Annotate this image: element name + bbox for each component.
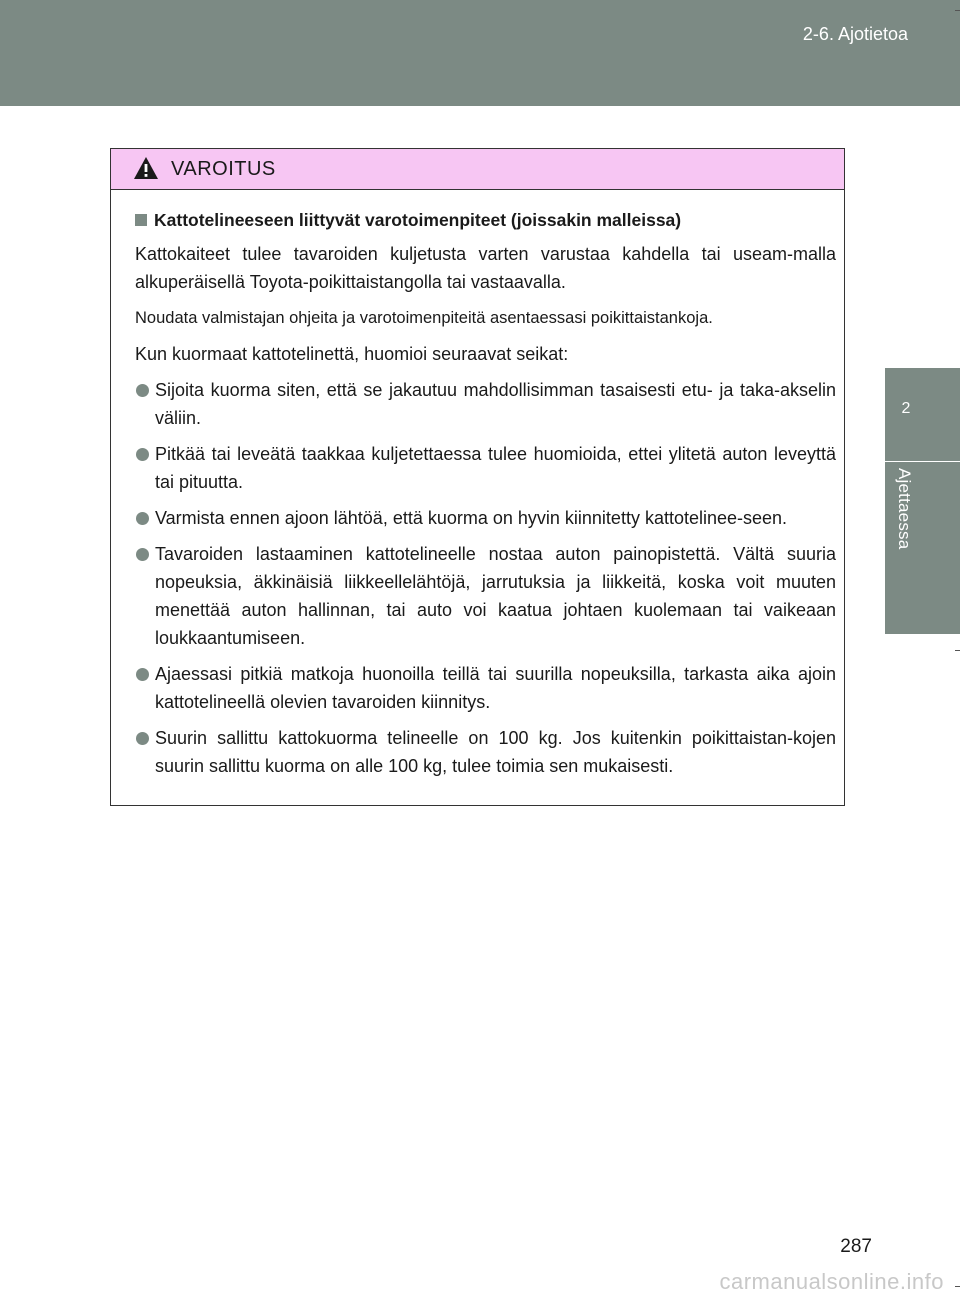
round-bullet-icon — [136, 384, 149, 397]
list-item — [135, 440, 836, 496]
trim-mark — [955, 1286, 960, 1287]
round-bullet-icon — [136, 512, 149, 525]
warning-header — [111, 149, 844, 190]
list-item-text: Varmista ennen ajoon lähtöä, että kuorma on hyvin kiinnitetty kattotelinee-seen. — [155, 508, 788, 528]
warning-triangle-icon — [133, 156, 159, 180]
list-item — [135, 724, 836, 780]
trim-mark — [955, 650, 960, 651]
list-item — [135, 540, 836, 652]
precaution-list — [135, 376, 836, 780]
chapter-number: 2 — [901, 400, 911, 417]
warning-box — [110, 148, 845, 806]
list-item-text: Sijoita kuorma siten, että se jakautuu mahdollisimman tasaisesti etu- ja taka-akselin väliin. — [155, 380, 836, 428]
page-number: 287 — [840, 1236, 872, 1257]
list-item — [135, 376, 836, 432]
round-bullet-icon — [136, 548, 149, 561]
round-bullet-icon — [136, 448, 149, 461]
trim-mark — [955, 10, 960, 11]
watermark[interactable]: carmanualsonline.info — [719, 1269, 944, 1294]
round-bullet-icon — [136, 732, 149, 745]
section-title: 2-6. Ajotietoa — [802, 24, 908, 44]
square-bullet-icon — [135, 214, 147, 226]
warning-body — [111, 190, 844, 780]
warning-heading — [135, 206, 836, 234]
chapter-name: Ajettaessa — [895, 468, 914, 550]
list-item — [135, 504, 836, 532]
list-item — [135, 660, 836, 716]
warning-title: VAROITUS — [171, 158, 276, 180]
list-item-text: Suurin sallittu kattokuorma telineelle on 100 kg. Jos kuitenkin poikittaistan-kojen suurin sallittu kuorma on alle 100 kg, tulee toimia sen mukaisesti. — [155, 728, 836, 776]
paragraph: Noudata valmistajan ohjeita ja varotoimenpiteitä asentaessasi poikittaistankoja. — [135, 309, 713, 327]
header-bar — [0, 0, 960, 106]
paragraph: Kun kuormaat kattotelinettä, huomioi seuraavat seikat: — [135, 344, 569, 364]
round-bullet-icon — [136, 668, 149, 681]
list-item-text: Pitkää tai leveätä taakkaa kuljetettaessa tulee huomioida, ettei ylitetä auton leveyttä tai pituutta. — [155, 444, 836, 492]
list-item-text: Tavaroiden lastaaminen kattotelineelle nostaa auton painopistettä. Vältä suuria nopeuksia, äkkinäisiä liikkeellelähtöjä, jarrutuksia ja liikkeitä, koska voit muuten menettää auton hallinnan, tai auto voi kaatua johtaen kuolemaan tai vaikeaan loukkaantumiseen. — [155, 544, 836, 648]
paragraph: Kattokaiteet tulee tavaroiden kuljetusta varten varustaa kahdella tai useam-malla alkuperäisellä Toyota-poikittaistangolla tai vastaavalla. — [135, 244, 836, 292]
warning-heading-text: Kattotelineeseen liittyvät varotoimenpiteet (joissakin malleissa) — [154, 210, 682, 230]
list-item-text: Ajaessasi pitkiä matkoja huonoilla teillä tai suurilla nopeuksilla, tarkasta aika ajoin kattotelineellä olevien tavaroiden kiinnitys. — [155, 664, 836, 712]
